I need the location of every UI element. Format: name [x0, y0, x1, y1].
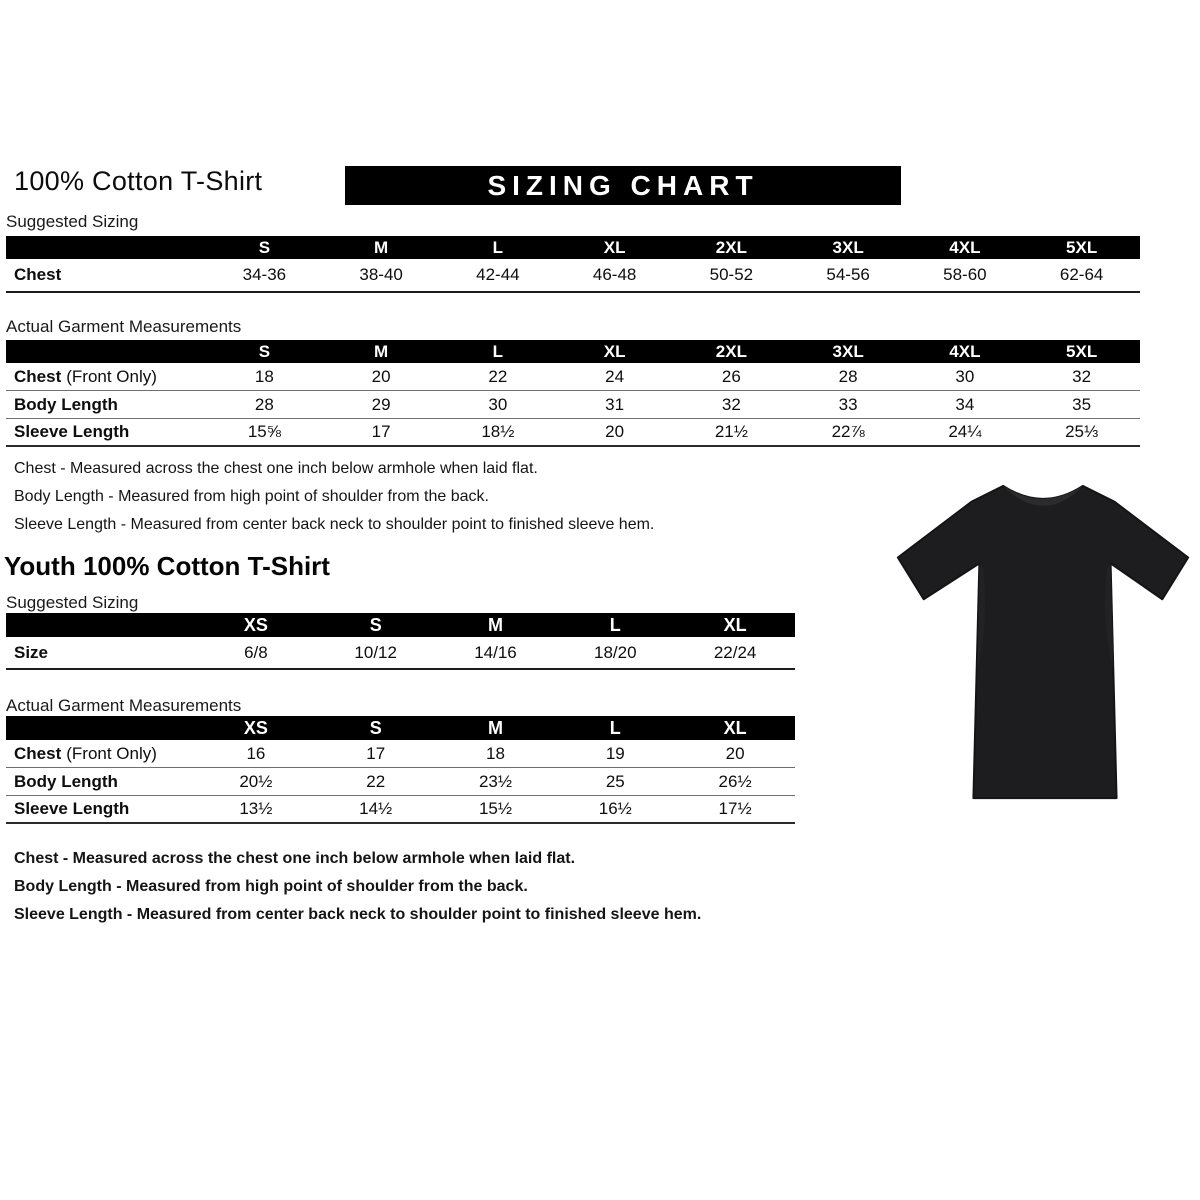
cell-value: 20½	[239, 771, 273, 791]
youth-garment-header-row	[6, 716, 795, 740]
cell-value: 22	[366, 771, 386, 791]
cell-value: 30	[955, 366, 975, 386]
adult-suggested-sizing-label: Suggested Sizing	[6, 212, 139, 231]
size-column-header: XL	[603, 237, 626, 257]
size-column-header: 2XL	[715, 341, 747, 361]
cell-value: 35	[1072, 394, 1092, 414]
size-column-header: 3XL	[832, 237, 864, 257]
cell-value: 21½	[714, 422, 748, 441]
table-row	[6, 419, 1140, 447]
size-column-header: 4XL	[949, 341, 981, 361]
size-column-header: 2XL	[715, 237, 747, 257]
size-column-header: 3XL	[832, 341, 864, 361]
cell-value: 22⅞	[831, 422, 865, 441]
cell-value: 46-48	[592, 265, 637, 284]
size-column-header: M	[374, 237, 389, 257]
size-column-header: XS	[243, 717, 268, 738]
size-column-header: M	[374, 341, 389, 361]
tshirt-silhouette	[893, 470, 1193, 818]
adult-garment-measurements-table	[6, 340, 1140, 447]
cell-value: 34	[955, 394, 975, 414]
cell-value: 14/16	[474, 642, 517, 662]
cell-value: 62-64	[1059, 265, 1104, 284]
tshirt-image	[893, 470, 1193, 818]
size-column-header: L	[492, 237, 504, 257]
row-label: Sleeve Length	[14, 422, 130, 441]
youth-suggested-header-row	[6, 613, 795, 637]
size-column-header: XL	[603, 341, 626, 361]
cell-value: 31	[605, 394, 625, 414]
cell-value: 15⅝	[247, 422, 281, 441]
cell-value: 26	[721, 366, 741, 386]
cell-value: 54-56	[826, 265, 870, 284]
size-column-header: L	[609, 717, 621, 738]
cell-value: 17	[371, 422, 391, 441]
youth-suggested-sizing-label: Suggested Sizing	[6, 593, 139, 612]
note-sleeve-length: Sleeve Length - Measured from center back neck to shoulder point to finished sleeve hem.	[14, 516, 655, 533]
row-label-note: (Front Only)	[66, 743, 157, 763]
table-row	[6, 796, 795, 824]
cell-value: 24¼	[948, 422, 982, 441]
cell-value: 25	[605, 771, 625, 791]
row-label: Body Length	[14, 771, 118, 791]
table-row	[6, 391, 1140, 419]
note-body-length: Body Length - Measured from high point of shoulder from the back.	[14, 878, 528, 895]
cell-value: 19	[605, 743, 625, 763]
size-column-header: XS	[243, 614, 268, 635]
youth-suggested-sizing-table	[6, 613, 795, 670]
cell-value: 17	[366, 743, 386, 763]
cell-value: 18/20	[594, 642, 637, 662]
cell-value: 20	[725, 743, 745, 763]
cell-value: 6/8	[244, 642, 268, 662]
cell-value: 25⅓	[1065, 422, 1099, 441]
cell-value: 24	[605, 366, 625, 386]
cell-value: 38-40	[359, 265, 403, 284]
adult-garment-measurements-label: Actual Garment Measurements	[6, 317, 242, 336]
cell-value: 33	[838, 394, 858, 414]
row-label: Size	[14, 642, 49, 662]
cell-value: 28	[838, 366, 858, 386]
youth-garment-measurements-label: Actual Garment Measurements	[6, 696, 242, 715]
table-row	[6, 363, 1140, 391]
adult-measurement-notes	[14, 455, 654, 539]
cell-value: 42-44	[476, 265, 520, 284]
cell-value: 10/12	[354, 642, 397, 662]
cell-value: 29	[371, 394, 391, 414]
row-label-text: Chest	[14, 743, 62, 763]
size-column-header: L	[492, 341, 504, 361]
cell-value: 50-52	[709, 265, 754, 284]
cell-value: 18	[486, 743, 505, 763]
table-row	[6, 259, 1140, 293]
row-label	[6, 744, 196, 764]
size-column-header: S	[258, 237, 271, 257]
size-column-header: M	[487, 717, 503, 738]
youth-measurement-notes	[14, 845, 701, 929]
cell-value: 22	[488, 366, 508, 386]
table-row	[6, 637, 795, 670]
adult-suggested-sizing-table	[6, 236, 1140, 293]
cell-value: 16	[246, 743, 266, 763]
row-label-text: Chest	[14, 366, 62, 386]
size-column-header: 5XL	[1066, 341, 1098, 361]
row-label-note: (Front Only)	[66, 366, 157, 386]
size-column-header: S	[369, 717, 382, 738]
cell-value: 28	[254, 394, 274, 414]
size-column-header: 5XL	[1066, 237, 1098, 257]
row-label	[6, 367, 206, 387]
adult-garment-header-row	[6, 340, 1140, 363]
note-body-length: Body Length - Measured from high point of shoulder from the back.	[14, 488, 489, 505]
adult-title: 100% Cotton T-Shirt	[14, 166, 263, 196]
size-column-header: S	[258, 341, 271, 361]
cell-value: 32	[1072, 366, 1092, 386]
cell-value: 18	[254, 366, 274, 386]
youth-garment-measurements-table	[6, 716, 795, 824]
size-column-header: L	[609, 614, 621, 635]
cell-value: 23½	[478, 771, 513, 791]
cell-value: 32	[721, 394, 741, 414]
cell-value: 18½	[481, 422, 515, 441]
cell-value: 26½	[718, 771, 752, 791]
cell-value: 22/24	[713, 642, 757, 662]
size-column-header: M	[487, 614, 503, 635]
cell-value: 30	[488, 394, 508, 414]
size-column-header: XL	[723, 614, 747, 635]
cell-value: 20	[605, 422, 625, 441]
size-column-header: 4XL	[949, 237, 981, 257]
cell-value: 58-60	[943, 265, 987, 284]
table-row	[6, 768, 795, 796]
youth-title: Youth 100% Cotton T-Shirt	[4, 551, 330, 581]
row-label: Chest	[14, 265, 62, 284]
cell-value: 20	[371, 366, 391, 386]
table-row	[6, 740, 795, 768]
note-chest: Chest - Measured across the chest one inch below armhole when laid flat.	[14, 850, 576, 867]
note-sleeve-length: Sleeve Length - Measured from center back neck to shoulder point to finished sleeve hem.	[14, 906, 702, 923]
cell-value: 17½	[718, 799, 752, 818]
cell-value: 13½	[239, 799, 273, 818]
cell-value: 14½	[359, 799, 393, 818]
size-column-header: S	[369, 614, 382, 635]
sizing-chart-banner: SIZING CHART	[345, 166, 901, 205]
cell-value: 34-36	[242, 265, 287, 284]
size-column-header: XL	[723, 717, 747, 738]
cell-value: 16½	[598, 799, 632, 818]
cell-value: 15½	[478, 799, 513, 818]
row-label: Sleeve Length	[14, 799, 130, 818]
note-chest: Chest - Measured across the chest one inch below armhole when laid flat.	[14, 460, 538, 477]
adult-suggested-header-row	[6, 236, 1140, 259]
row-label: Body Length	[14, 394, 118, 414]
